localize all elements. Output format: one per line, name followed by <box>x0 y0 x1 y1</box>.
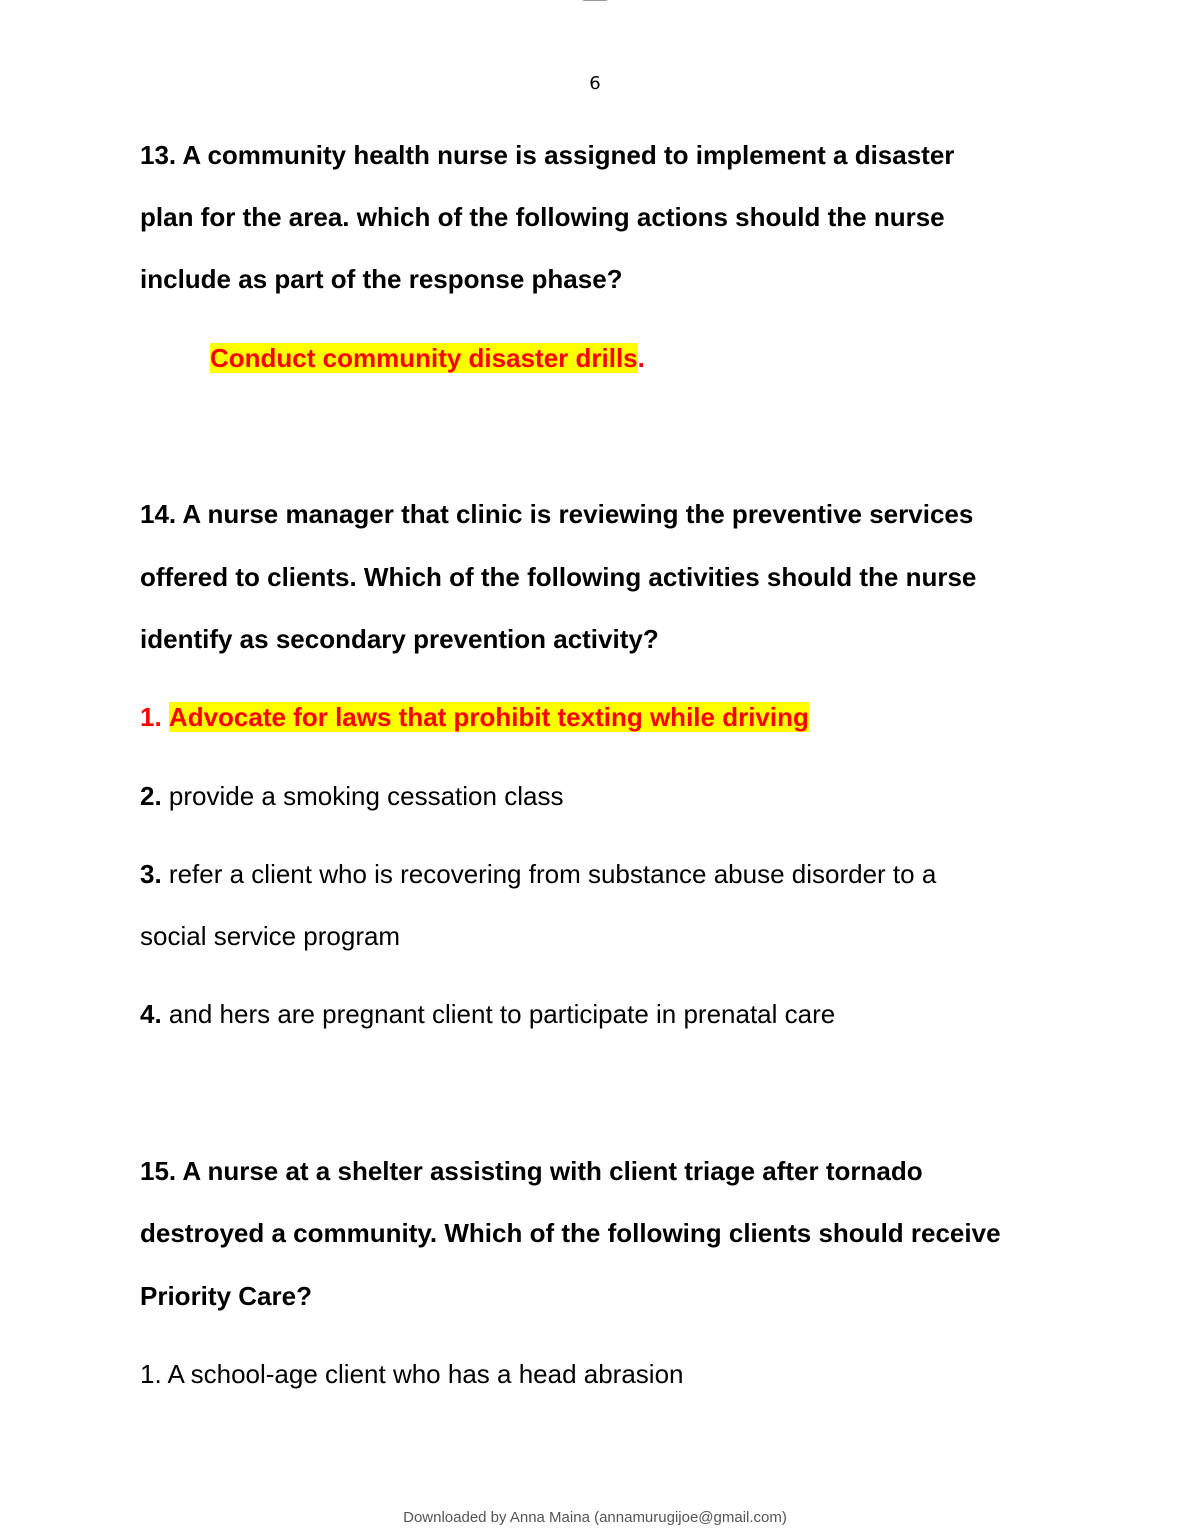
page-number: 6 <box>589 73 601 94</box>
q13-answer <box>210 343 645 373</box>
q13-line-1: 13. A community health nurse is assigned to implement a disaster <box>140 140 955 170</box>
q13-answer-text: Conduct community disaster drills <box>210 343 638 373</box>
q14-option-4-text: and hers are pregnant client to participate in prenatal care <box>168 999 836 1029</box>
q15-option-1: 1. A school-age client who has a head abrasion <box>140 1359 684 1389</box>
q14-option-2-number: 2. <box>140 781 162 811</box>
q14-option-3-text: refer a client who is recovering from substance abuse disorder to a <box>168 859 937 889</box>
q14-option-1-number: 1. <box>140 702 162 732</box>
q14-option-2-text: provide a smoking cessation class <box>168 781 564 811</box>
q14-option-3-number: 3. <box>140 859 162 889</box>
q14-line-3: identify as secondary prevention activity? <box>140 624 659 654</box>
q14-option-3-continuation: social service program <box>140 921 401 951</box>
q14-option-4 <box>140 999 835 1029</box>
download-footer: Downloaded by Anna Maina (annamurugijoe@gmail.com) <box>403 1509 787 1526</box>
q14-option-1 <box>140 702 809 732</box>
q14-line-1: 14. A nurse manager that clinic is reviewing the preventive services <box>140 499 974 529</box>
q13-line-3: include as part of the response phase? <box>140 264 623 294</box>
q14-line-2: offered to clients. Which of the following activities should the nurse <box>140 562 977 592</box>
top-edge-mark <box>583 0 607 1</box>
q14-option-2 <box>140 781 563 811</box>
q14-option-4-number: 4. <box>140 999 162 1029</box>
q15-line-1: 15. A nurse at a shelter assisting with client triage after tornado <box>140 1156 923 1186</box>
q13-line-2: plan for the area. which of the following actions should the nurse <box>140 202 945 232</box>
q15-line-2: destroyed a community. Which of the following clients should receive <box>140 1218 1001 1248</box>
q15-line-3: Priority Care? <box>140 1281 312 1311</box>
q13-answer-suffix: . <box>637 343 645 373</box>
q14-option-1-text: Advocate for laws that prohibit texting while driving <box>168 702 809 732</box>
q14-option-3 <box>140 859 936 889</box>
